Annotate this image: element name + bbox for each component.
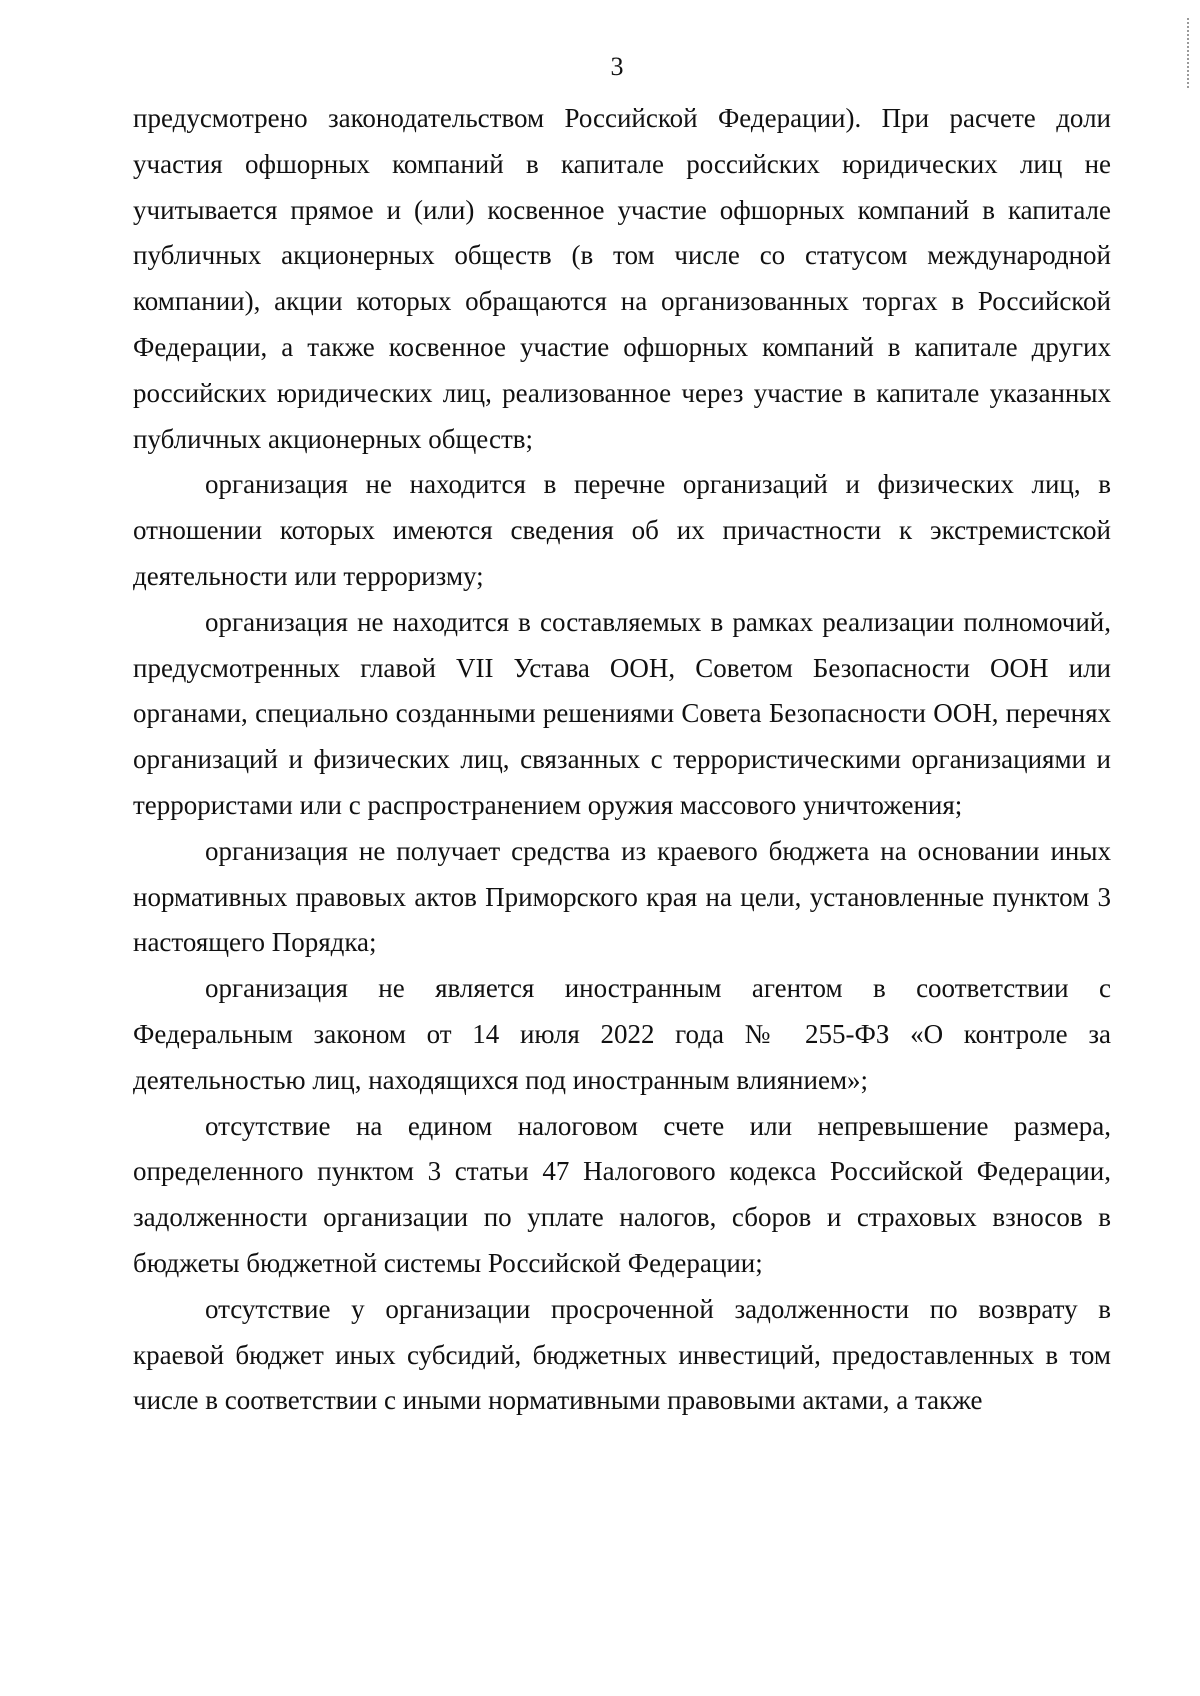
paragraph-no-overdue-subsidy-debt: отсутствие у организации просроченной задолженности по возврату в краевой бюджет иных субсидий, бюджетных инвестиций, предоставленных в том числе в соответствии с иными нормативными правовыми актами, а также [133,1293,1111,1416]
paragraph-no-other-regional-funds: организация не получает средства из краевого бюджета на основании иных нормативных правовых актов Приморского края на цели, установленные пунктом 3 настоящего Порядка; [133,835,1111,958]
page-number: 3 [610,52,624,81]
paragraph-not-foreign-agent: организация не является иностранным агентом в соответствии с Федеральным законом от 14 июля 2022 года № 255-ФЗ «О контроле за деятельностью лиц, находящихся под иностранным влиянием»; [133,973,1111,1095]
paragraph-no-tax-debt: отсутствие на едином налоговом счете или непревышение размера, определенного пунктом 3 статьи 47 Налогового кодекса Российской Федерации, задолженности организации по уплате налогов, сборов и страховых взносов в бюджеты бюджетной системы Российской Федерации; [133,1110,1111,1278]
paragraph-extremism-list: организация не находится в перечне организаций и физических лиц, в отношении которых имеются сведения об их причастности к экстремистской деятельности или терроризму; [133,469,1111,591]
paragraph-un-security-council-lists: организация не находится в составляемых в рамках реализации полномочий, предусмотренных главой VII Устава ООН, Советом Безопасности ООН или органами, специально созданными решениями Совета Безопасности ООН, перечнях организаций и физических лиц, связанных с террористическими организациями и террористами или с распространением оружия массового уничтожения; [133,606,1111,820]
paragraph-offshore-participation: предусмотрено законодательством Российской Федерации). При расчете доли участия офшорных компаний в капитале российских юридических лиц не учитывается прямое и (или) косвенное участие офшорных компаний в капитале публичных акционерных обществ (в том числе со статусом международной компании), акции которых обращаются на организованных торгах в Российской Федерации, а также косвенное участие офшорных компаний в капитале других российских юридических лиц, реализованное через участие в капитале указанных публичных акционерных обществ; [133,103,1111,454]
document-body [133,96,1111,1424]
